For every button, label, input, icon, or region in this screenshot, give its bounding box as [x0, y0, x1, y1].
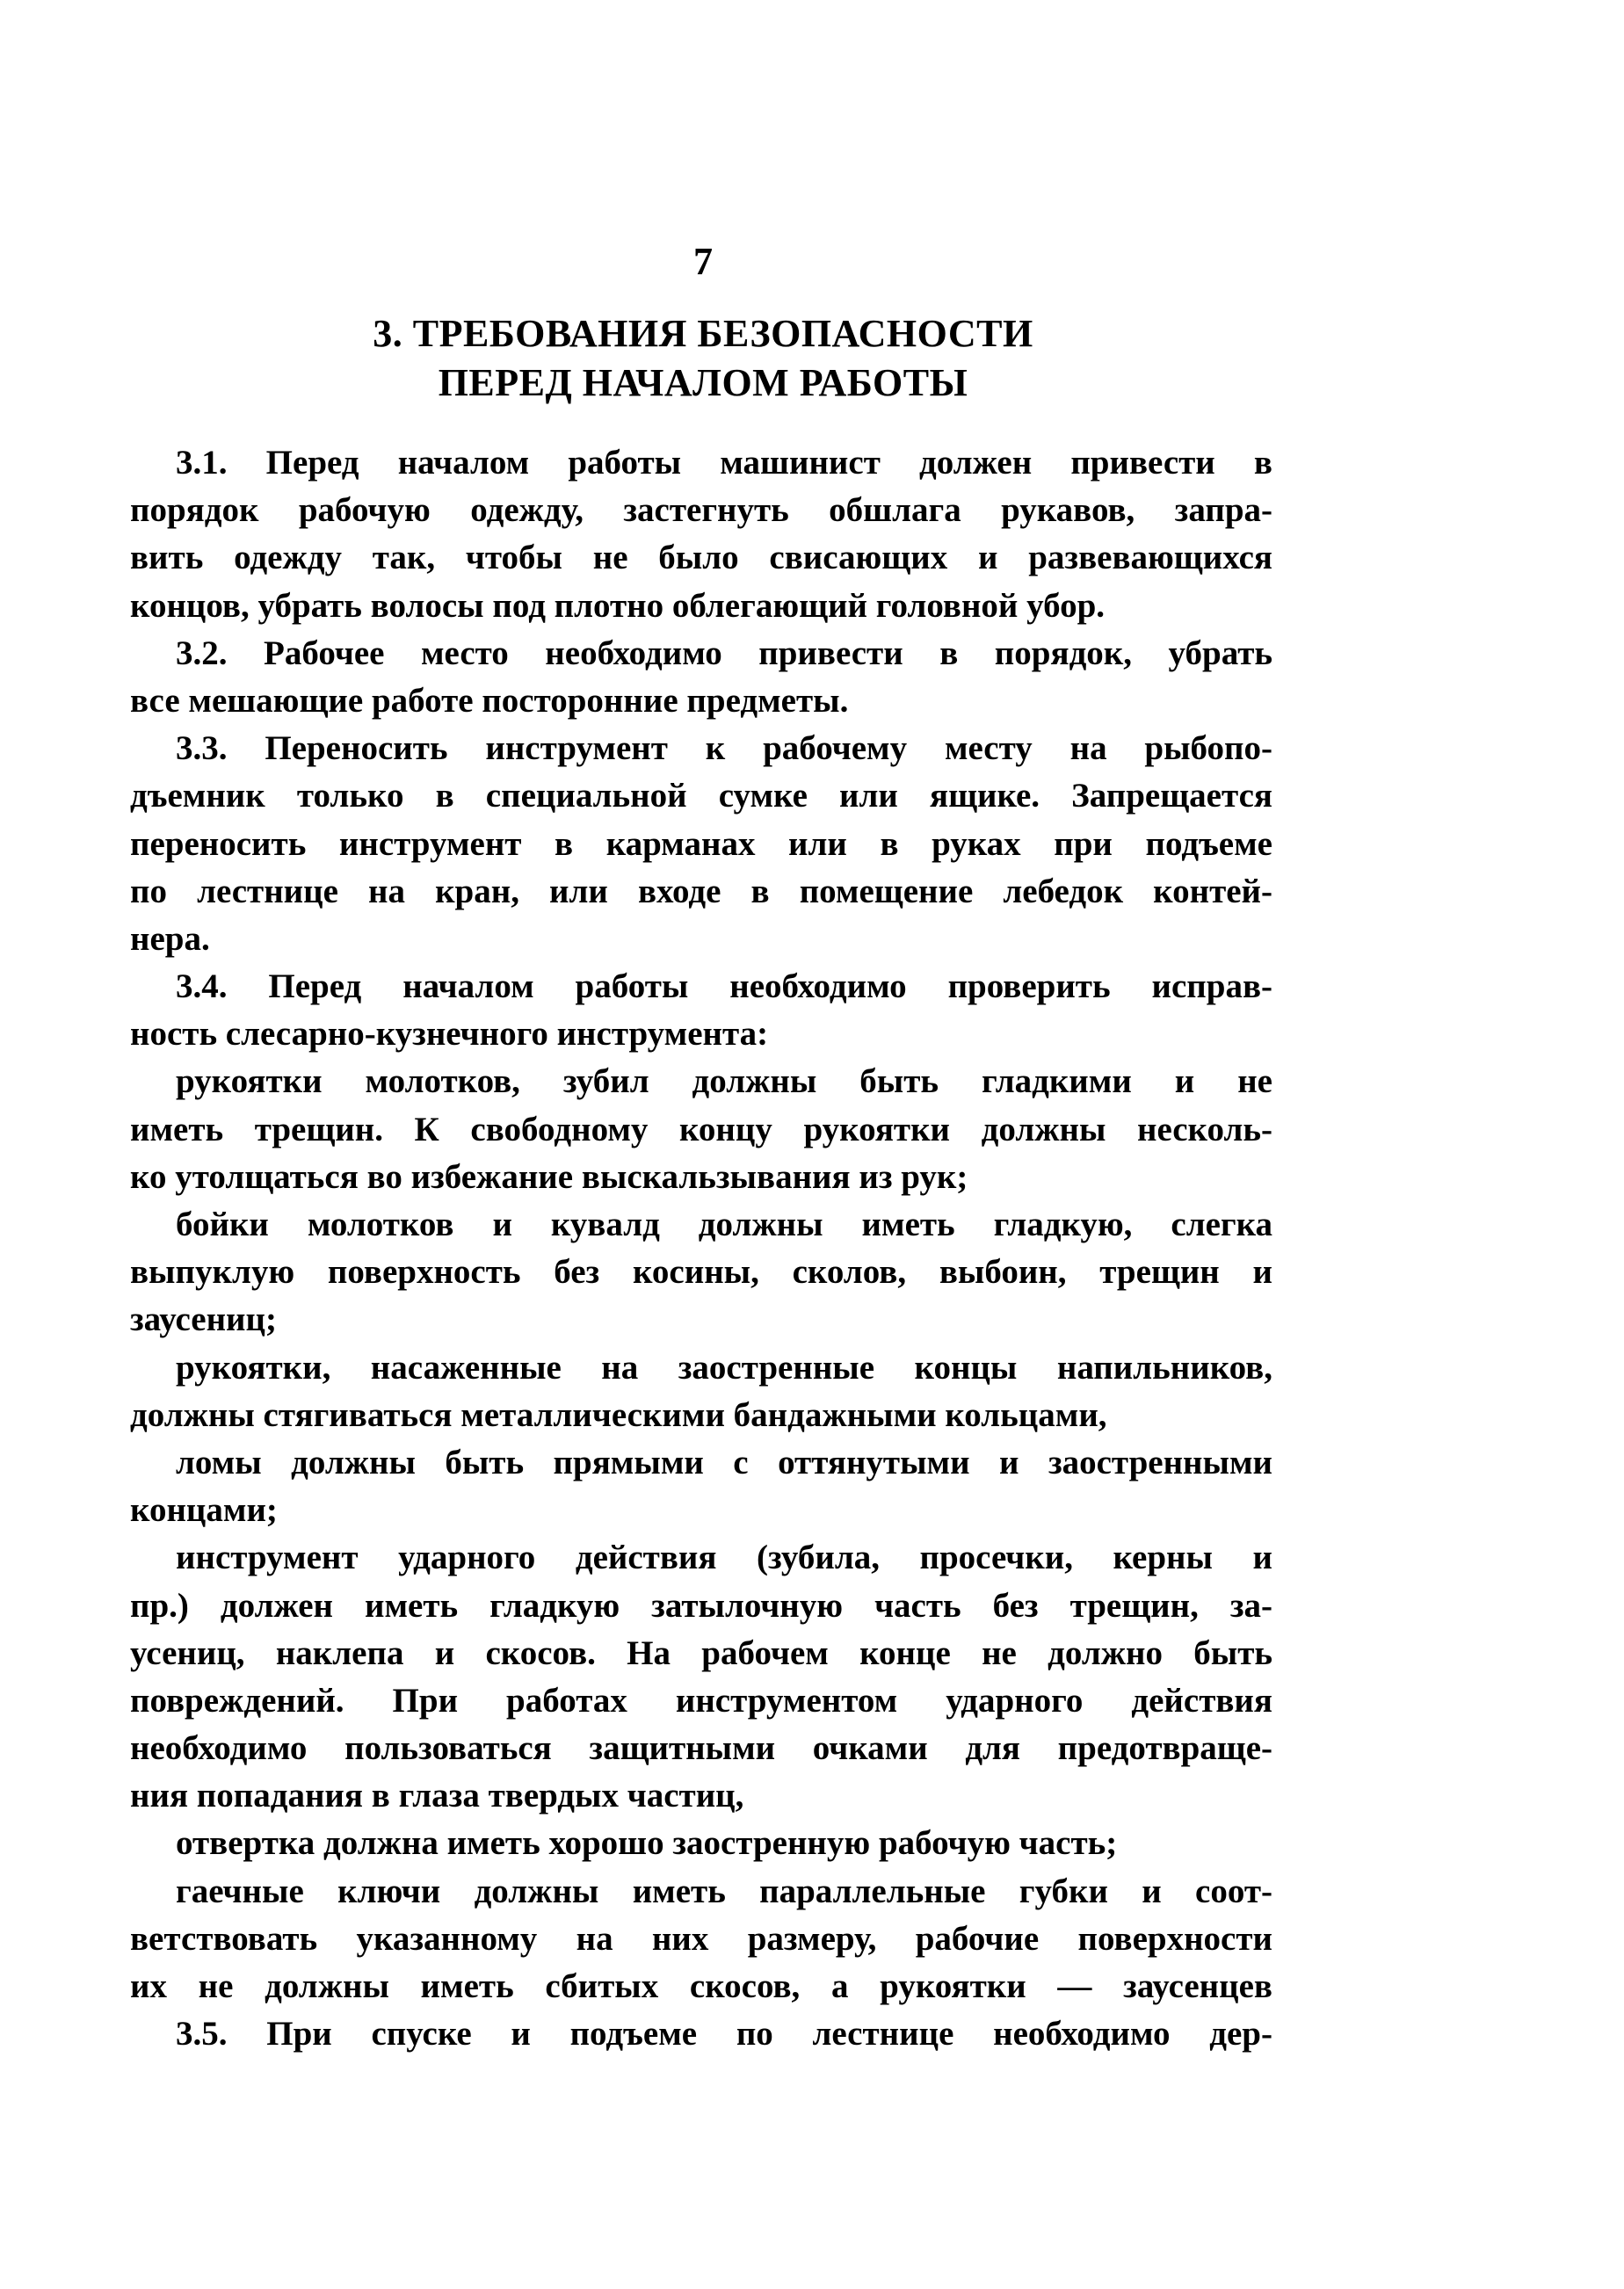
section-heading-line-2: ПЕРЕД НАЧАЛОМ РАБОТЫ [438, 361, 968, 404]
body-text [130, 439, 1272, 2058]
text-line: бойки молотков и кувалд должны иметь гладкую, слегка [176, 1206, 1272, 1243]
list-item-hammer-heads [130, 1201, 1272, 1344]
text-line: 3.1. Перед началом работы машинист должен привести в [176, 444, 1272, 482]
list-item-screwdriver [130, 1820, 1272, 1867]
page-number: 7 [693, 240, 713, 283]
text-line: инструмент ударного действия (зубила, просечки, керны и [176, 1539, 1272, 1577]
text-line: ко утолщаться во избежание выскальзывания из рук; [130, 1157, 968, 1196]
text-line: все мешающие работе посторонние предметы. [130, 681, 849, 720]
paragraph-3-5 [130, 2010, 1272, 2058]
text-line: пр.) должен иметь гладкую затылочную часть без трещин, за- [130, 1586, 1272, 1625]
text-line: рукоятки, насаженные на заостренные концы напильников, [176, 1348, 1272, 1387]
text-line: вить одежду так, чтобы не было свисающих и развевающихся [130, 539, 1272, 577]
paragraph-3-2 [130, 630, 1272, 725]
section-heading [0, 309, 1406, 408]
text-line: 3.3. Переносить инструмент к рабочему месту на рыбопо- [176, 729, 1272, 768]
text-line: необходимо пользоваться защитными очками для предотвраще- [130, 1729, 1272, 1768]
text-line: отвертка должна иметь хорошо заостренную рабочую часть; [176, 1824, 1118, 1863]
text-line: концами; [130, 1491, 278, 1530]
text-line: ность слесарно-кузнечного инструмента: [130, 1015, 769, 1054]
text-line: 3.4. Перед началом работы необходимо проверить исправ- [176, 967, 1272, 1006]
text-line: порядок рабочую одежду, застегнуть обшлага рукавов, запра- [130, 491, 1272, 530]
text-line: по лестнице на кран, или входе в помещение лебедок контей- [130, 872, 1272, 910]
text-line: усениц, наклепа и скосов. На рабочем конце не должно быть [130, 1633, 1272, 1672]
text-line: 3.2. Рабочее место необходимо привести в порядок, убрать [176, 634, 1272, 672]
text-line: нера. [130, 919, 210, 958]
list-item-crowbars [130, 1439, 1272, 1534]
text-line: ния попадания в глаза твердых частиц, [130, 1777, 744, 1815]
text-line: их не должны иметь сбитых скосов, а рукоятки — заусенцев [130, 1967, 1272, 2005]
text-line: ветствовать указанному на них размеру, рабочие поверхности [130, 1919, 1272, 1958]
text-line: дъемник только в специальной сумке или ящике. Запрещается [130, 777, 1272, 815]
text-line: иметь трещин. К свободному концу рукоятки должны несколь- [130, 1110, 1272, 1148]
list-item-wrenches [130, 1868, 1272, 2011]
text-line: выпуклую поверхность без косины, сколов, выбоин, трещин и [130, 1253, 1272, 1292]
text-line: ломы должны быть прямыми с оттянутыми и заостренными [176, 1443, 1272, 1481]
list-item-impact-tools [130, 1534, 1272, 1820]
text-line: повреждений. При работах инструментом ударного действия [130, 1681, 1272, 1720]
section-heading-line-1: 3. ТРЕБОВАНИЯ БЕЗОПАСНОСТИ [373, 312, 1033, 355]
text-line: рукоятки молотков, зубил должны быть гладкими и не [176, 1062, 1272, 1101]
paragraph-3-3 [130, 725, 1272, 963]
paragraph-3-1 [130, 439, 1272, 630]
paragraph-3-4 [130, 963, 1272, 1058]
text-line: концов, убрать волосы под плотно облегающий головной убор. [130, 586, 1106, 625]
list-item-file-handles [130, 1344, 1272, 1439]
text-line: должны стягиваться металлическими бандажными кольцами, [130, 1395, 1107, 1434]
list-item-handles [130, 1058, 1272, 1201]
text-line: гаечные ключи должны иметь параллельные губки и соот- [176, 1872, 1272, 1910]
text-line: 3.5. При спуске и подъеме по лестнице необходимо дер- [176, 2015, 1272, 2054]
text-line: переносить инструмент в карманах или в руках при подъеме [130, 824, 1272, 863]
text-line: заусениц; [130, 1300, 277, 1339]
